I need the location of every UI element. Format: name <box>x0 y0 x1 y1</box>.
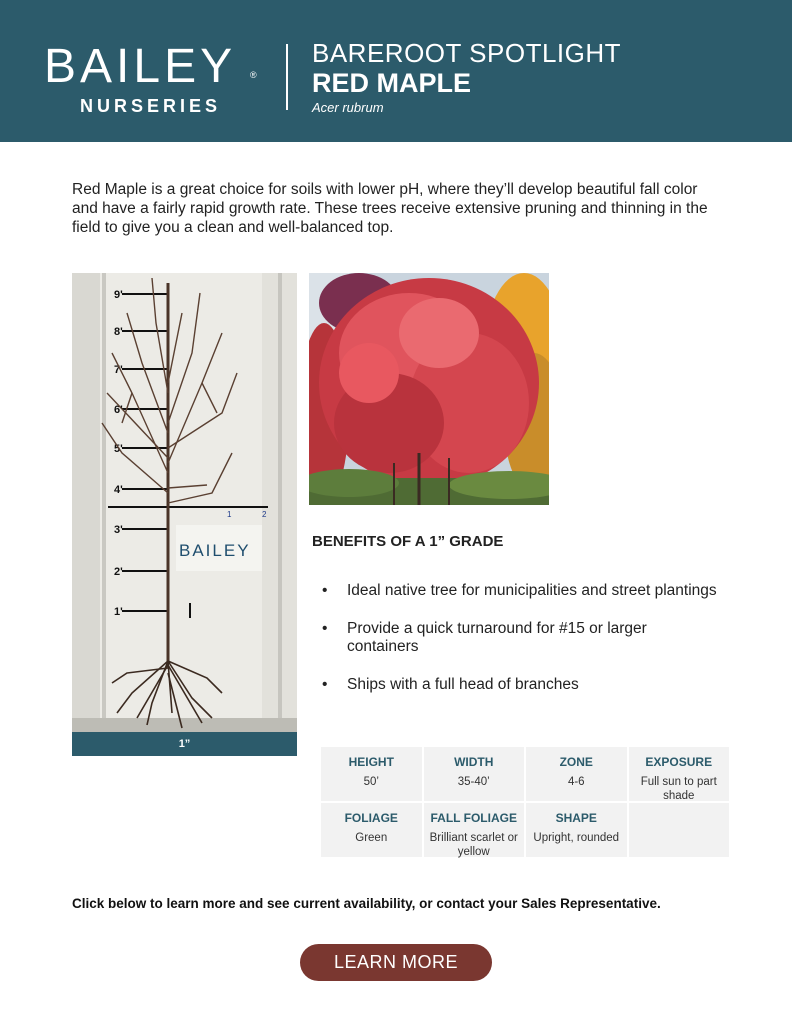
spec-value: 35-40’ <box>457 776 490 788</box>
benefits-title: BENEFITS OF A 1” GRADE <box>312 533 504 550</box>
spec-foliage <box>321 803 422 857</box>
spec-empty <box>629 803 730 857</box>
logo-name: BAILEY <box>44 40 237 93</box>
benefit-text: Ships with a full head of branches <box>347 676 579 693</box>
red-maple-foliage-photo <box>309 273 549 505</box>
page-title: RED MAPLE <box>312 68 472 98</box>
specs-table <box>321 747 729 857</box>
spec-fall-foliage <box>424 803 525 857</box>
spec-shape <box>526 803 627 857</box>
spec-label: HEIGHT <box>348 755 394 769</box>
height-mark-1: 1' <box>114 606 123 618</box>
benefit-text: Provide a quick turnaround for #15 or larger containers <box>347 620 647 655</box>
bailey-sign: BAILEY <box>179 541 251 560</box>
height-mark-4: 4' <box>114 484 123 496</box>
list-item <box>322 582 722 600</box>
logo-subtitle: NURSERIES <box>80 96 222 116</box>
height-mark-6: 6' <box>114 404 123 416</box>
latin-name: Acer rubrum <box>312 100 384 115</box>
bareroot-tree-illustration <box>72 273 297 732</box>
spec-value: 4-6 <box>567 776 585 788</box>
spec-zone <box>526 747 627 801</box>
height-mark-5: 5' <box>114 443 123 455</box>
spec-value: Full sun to part shade <box>640 776 717 802</box>
spec-width <box>424 747 525 801</box>
bareroot-tree-photo <box>72 273 297 732</box>
scale-mark-1: 1 <box>227 510 232 519</box>
intro-paragraph: Red Maple is a great choice for soils with lower pH, where they’ll develop beautiful fall color and have a fairly rapid growth rate. These trees receive extensive pruning and thinning in the field to give you a clean and well-balanced top. <box>72 181 708 236</box>
spec-value: Upright, rounded <box>533 832 620 844</box>
header-divider <box>286 44 288 110</box>
spec-label: FALL FOLIAGE <box>430 811 517 825</box>
bullet-icon: • <box>322 582 328 599</box>
spec-label: SHAPE <box>555 811 597 825</box>
benefits-list <box>322 582 722 714</box>
bullet-icon: • <box>322 620 328 637</box>
spec-label: ZONE <box>559 755 593 769</box>
spec-exposure <box>629 747 730 801</box>
bailey-logo[interactable] <box>44 40 266 120</box>
list-item <box>322 620 722 656</box>
spec-value: Brilliant scarlet or yellow <box>429 832 518 858</box>
spec-label: EXPOSURE <box>645 755 713 769</box>
height-mark-2: 2' <box>114 566 123 578</box>
height-mark-8: 8' <box>114 326 123 338</box>
foliage-illustration <box>309 273 549 505</box>
benefit-text: Ideal native tree for municipalities and street plantings <box>347 582 717 599</box>
header-banner <box>0 0 792 142</box>
spec-label: WIDTH <box>454 755 494 769</box>
list-item <box>322 676 722 694</box>
height-mark-7: 7' <box>114 364 123 376</box>
header-eyebrow: BAREROOT SPOTLIGHT <box>312 38 622 68</box>
learn-more-button[interactable]: LEARN MORE <box>300 944 492 981</box>
spec-label: FOLIAGE <box>344 811 398 825</box>
spec-height <box>321 747 422 801</box>
spec-value: Green <box>355 832 388 844</box>
scale-mark-2: 2 <box>262 510 267 519</box>
spec-value: 50’ <box>363 776 379 788</box>
bullet-icon: • <box>322 676 328 693</box>
height-mark-3: 3' <box>114 524 123 536</box>
cta-text: Click below to learn more and see current availability, or contact your Sales Representative. <box>72 896 661 911</box>
height-mark-9: 9' <box>114 289 123 301</box>
logo-registered-mark: ® <box>250 70 257 80</box>
tree-caption: 1” <box>72 732 297 756</box>
